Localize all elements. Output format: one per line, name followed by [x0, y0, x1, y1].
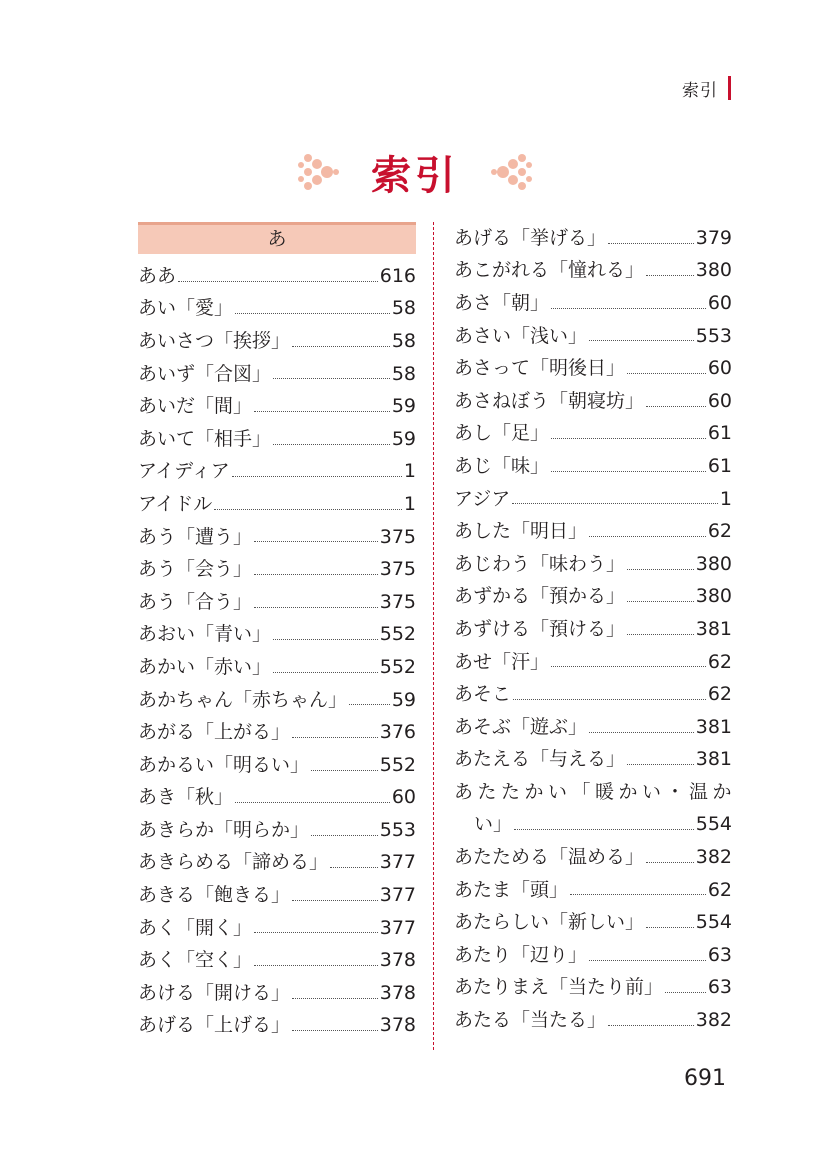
leader-dots [292, 900, 378, 901]
leader-dots [273, 378, 390, 379]
page-title: 索引 [371, 152, 459, 199]
entry-term: あたり「辺り」 [454, 943, 588, 966]
entry-page: 380 [695, 585, 732, 608]
index-entry [138, 385, 416, 418]
leader-dots [311, 835, 378, 836]
index-entry [454, 380, 732, 413]
index-entry [138, 809, 416, 842]
entry-term: あした「明日」 [454, 520, 588, 543]
index-entry [138, 516, 416, 549]
leader-dots [178, 281, 378, 282]
index-entry [138, 548, 416, 581]
leader-dots [235, 313, 390, 314]
index-entry [138, 451, 416, 484]
entry-term: アジア [454, 487, 511, 510]
entry-term: あたためる「温める」 [454, 846, 645, 869]
entry-term: あう「合う」 [138, 590, 253, 613]
leader-dots [627, 634, 694, 635]
index-entry [454, 315, 732, 348]
entry-page: 377 [379, 916, 416, 939]
entry-term: あおい「青い」 [138, 623, 272, 646]
left-ornament-icon [297, 149, 343, 195]
entry-term: あたらしい「新しい」 [454, 911, 645, 934]
index-entry [454, 869, 732, 902]
leader-dots [608, 243, 694, 244]
leader-dots [254, 541, 378, 542]
index-entry [138, 1005, 416, 1038]
entry-page: 58 [391, 329, 416, 352]
leader-dots [589, 536, 706, 537]
entry-page: 62 [707, 683, 732, 706]
entry-page: 1 [403, 460, 416, 483]
entry-page: 375 [379, 590, 416, 613]
entry-term: あいて「相手」 [138, 427, 272, 450]
entry-term: あたたかい「暖かい・温か [454, 780, 737, 803]
index-entry [138, 418, 416, 451]
entry-page: 62 [707, 878, 732, 901]
leader-dots [665, 992, 706, 993]
entry-page: 62 [707, 650, 732, 673]
entry-page: 377 [379, 851, 416, 874]
entry-term: あたま「頭」 [454, 878, 569, 901]
leader-dots [330, 867, 378, 868]
index-entry [138, 972, 416, 1005]
leader-dots [273, 672, 378, 673]
index-entry [454, 478, 732, 511]
entry-page: 381 [695, 748, 732, 771]
entry-page: 58 [391, 297, 416, 320]
entry-term: あじわう「味わう」 [454, 552, 626, 575]
entry-page: 382 [695, 846, 732, 869]
leader-dots [292, 998, 378, 999]
entry-term: あそこ [454, 683, 512, 706]
leader-dots [570, 894, 706, 895]
index-entry [454, 836, 732, 869]
entry-page: 376 [379, 721, 416, 744]
leader-dots [627, 601, 694, 602]
entry-page: 552 [379, 655, 416, 678]
leader-dots [214, 509, 402, 510]
entry-term: あし「足」 [454, 422, 550, 445]
leader-dots [551, 438, 706, 439]
entry-term: あせ「汗」 [454, 650, 550, 673]
entry-page: 382 [695, 1009, 732, 1032]
index-entry [138, 353, 416, 386]
index-entry-wrapped-continuation [454, 804, 732, 837]
leader-dots [646, 275, 694, 276]
index-entry [138, 939, 416, 972]
entry-term: アイドル [138, 492, 213, 515]
leader-dots [646, 927, 694, 928]
entry-term: あげる「上げる」 [138, 1014, 291, 1037]
entry-page: 381 [695, 715, 732, 738]
entry-page: 554 [695, 911, 732, 934]
title-block [0, 140, 830, 204]
leader-dots [254, 411, 390, 412]
entry-term: あい「愛」 [138, 297, 234, 320]
index-entry [138, 255, 416, 288]
leader-dots [589, 340, 694, 341]
entry-page: 552 [379, 623, 416, 646]
entry-page: 60 [391, 786, 416, 809]
entry-list-left [138, 255, 416, 1037]
leader-dots [292, 346, 390, 347]
running-title-bar [728, 76, 731, 100]
index-column-left [138, 218, 416, 1037]
entry-page: 380 [695, 259, 732, 282]
index-entry [138, 614, 416, 647]
entry-page: 63 [707, 976, 732, 999]
page-number: 691 [684, 1066, 726, 1091]
entry-term: あう「会う」 [138, 558, 253, 581]
entry-term: あきらか「明らか」 [138, 818, 310, 841]
entry-page: 552 [379, 753, 416, 776]
entry-page: 380 [695, 552, 732, 575]
entry-term: あがる「上がる」 [138, 721, 291, 744]
leader-dots [273, 444, 390, 445]
index-entry [454, 282, 732, 315]
index-entry-wrapped [454, 771, 737, 804]
leader-dots [551, 308, 706, 309]
entry-term: あく「開く」 [138, 916, 253, 939]
entry-page: 554 [695, 813, 732, 836]
index-entry [138, 777, 416, 810]
leader-dots [551, 666, 706, 667]
entry-term: あかちゃん「赤ちゃん」 [138, 688, 348, 711]
entry-term: あく「空く」 [138, 949, 253, 972]
entry-term: あずかる「預かる」 [454, 585, 626, 608]
entry-term: あかるい「明るい」 [138, 753, 310, 776]
entry-page: 381 [695, 617, 732, 640]
entry-term: あたえる「与える」 [454, 748, 626, 771]
index-entry [454, 445, 732, 478]
index-entry [138, 320, 416, 353]
entry-page: 59 [391, 427, 416, 450]
leader-dots [273, 639, 378, 640]
index-entry [454, 706, 732, 739]
entry-term: あいだ「間」 [138, 395, 253, 418]
leader-dots [292, 737, 378, 738]
leader-dots [292, 1030, 378, 1031]
entry-page: 553 [695, 324, 732, 347]
section-header: あ [138, 222, 416, 254]
entry-page: 63 [707, 943, 732, 966]
entry-page: 60 [707, 389, 732, 412]
leader-dots [627, 373, 706, 374]
leader-dots [254, 607, 378, 608]
index-entry [454, 217, 732, 250]
entry-page: 377 [379, 884, 416, 907]
index-entry [454, 510, 732, 543]
index-entry [138, 679, 416, 712]
entry-term: あきる「飽きる」 [138, 884, 291, 907]
index-entry [454, 739, 732, 772]
index-entry [454, 673, 732, 706]
entry-page: 616 [379, 264, 416, 287]
leader-dots [349, 704, 390, 705]
leader-dots [608, 1025, 694, 1026]
leader-dots [512, 503, 718, 504]
index-entry [454, 967, 732, 1000]
entry-term: あき「秋」 [138, 786, 234, 809]
leader-dots [627, 569, 694, 570]
entry-page: 379 [695, 226, 732, 249]
leader-dots [513, 699, 706, 700]
leader-dots [589, 960, 706, 961]
index-entry [138, 483, 416, 516]
entry-term: あこがれる「憧れる」 [454, 259, 645, 282]
index-entry [454, 934, 732, 967]
running-title: 索引 [682, 81, 718, 101]
entry-term: あさい「浅い」 [454, 324, 588, 347]
entry-page: 60 [707, 291, 732, 314]
entry-page: 378 [379, 1014, 416, 1037]
index-entry [138, 842, 416, 875]
leader-dots [254, 574, 378, 575]
leader-dots [232, 476, 402, 477]
leader-dots [646, 862, 694, 863]
entry-term: あたりまえ「当たり前」 [454, 976, 664, 999]
index-entry [138, 288, 416, 321]
entry-term: あずける「預ける」 [454, 617, 626, 640]
leader-dots [254, 932, 378, 933]
index-entry [454, 641, 732, 674]
leader-dots [254, 965, 378, 966]
index-entry [138, 711, 416, 744]
entry-page: 58 [391, 362, 416, 385]
leader-dots [646, 406, 706, 407]
index-entry [454, 413, 732, 446]
entry-page: 1 [719, 487, 732, 510]
index-entry [138, 646, 416, 679]
index-entry [454, 250, 732, 283]
entry-term: あける「開ける」 [138, 981, 291, 1004]
entry-page: 553 [379, 818, 416, 841]
index-entry [454, 999, 732, 1032]
entry-term: あいず「合図」 [138, 362, 272, 385]
entry-term: あそぶ「遊ぶ」 [454, 715, 588, 738]
leader-dots [311, 770, 378, 771]
entry-page: 378 [379, 949, 416, 972]
entry-term: アイディア [138, 460, 230, 483]
entry-page: 60 [707, 357, 732, 380]
entry-term: あかい「赤い」 [138, 655, 272, 678]
entry-term: あたる「当たる」 [454, 1009, 607, 1032]
index-column-right [454, 217, 737, 1032]
entry-term: あげる「挙げる」 [454, 226, 607, 249]
entry-term: あきらめる「諦める」 [138, 851, 329, 874]
entry-term: ああ [138, 264, 177, 287]
entry-page: 375 [379, 525, 416, 548]
leader-dots [514, 829, 694, 830]
index-entry [138, 744, 416, 777]
entry-page: 59 [391, 395, 416, 418]
entry-page: 62 [707, 520, 732, 543]
entry-term: い」 [474, 813, 513, 836]
index-entry [454, 901, 732, 934]
entry-page: 378 [379, 981, 416, 1004]
entry-page: 1 [403, 492, 416, 515]
leader-dots [589, 732, 694, 733]
entry-page: 61 [707, 454, 732, 477]
entry-list-right-bottom [454, 836, 732, 1032]
column-divider [433, 222, 434, 1050]
entry-term: あさって「明後日」 [454, 357, 626, 380]
leader-dots [551, 471, 706, 472]
entry-term: あさねぼう「朝寝坊」 [454, 389, 645, 412]
index-entry [454, 347, 732, 380]
entry-term: あさ「朝」 [454, 291, 550, 314]
index-entry [454, 608, 732, 641]
index-entry [454, 543, 732, 576]
entry-page: 61 [707, 422, 732, 445]
leader-dots [235, 802, 390, 803]
index-entry [138, 874, 416, 907]
entry-term: あじ「味」 [454, 454, 550, 477]
index-entry [138, 581, 416, 614]
entry-page: 59 [391, 688, 416, 711]
index-entry [138, 907, 416, 940]
entry-list-right-top [454, 217, 732, 771]
entry-page: 375 [379, 558, 416, 581]
leader-dots [627, 764, 694, 765]
entry-term: あいさつ「挨拶」 [138, 329, 291, 352]
entry-term: あう「遭う」 [138, 525, 253, 548]
index-entry [454, 576, 732, 609]
right-ornament-icon [487, 149, 533, 195]
